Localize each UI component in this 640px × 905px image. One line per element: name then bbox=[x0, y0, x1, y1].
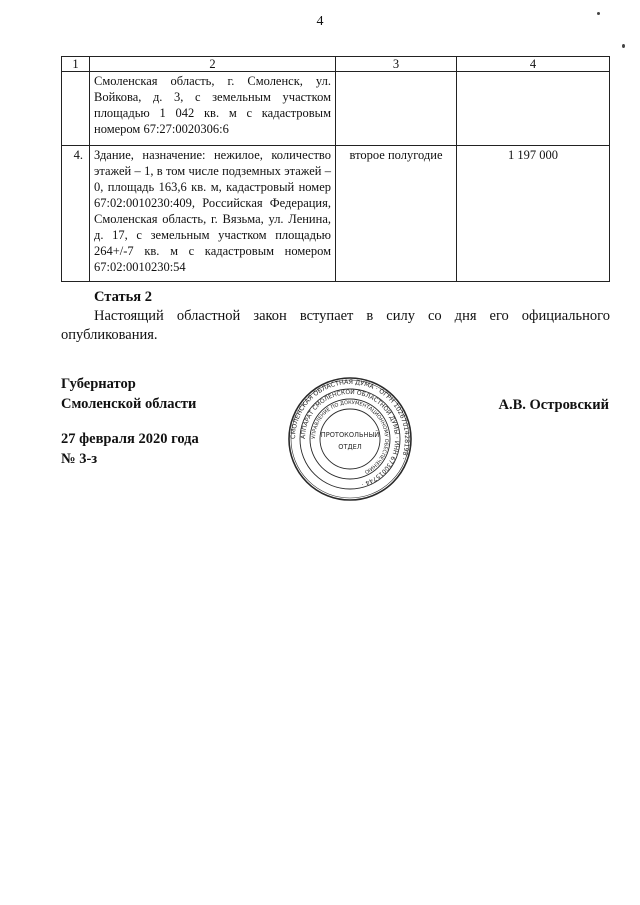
official-seal bbox=[287, 376, 413, 502]
row-description-cell: Здание, назначение: нежилое, количество этажей – 1, в том числе подземных этажей – 0, площадь 163,6 кв. м, кадастровый номер 67:02:0010230:409, Российская Федерация, Смоленская область, г. Вязьма, ул. Ленина, д. 17, с земельным участком площадью 264+/-7 кв. м с кадастровым номером 67:02:0010230:54 bbox=[90, 146, 336, 282]
table-row bbox=[62, 72, 610, 146]
table-row bbox=[62, 146, 610, 282]
row-period-cell bbox=[336, 72, 457, 146]
signatory-name: А.В. Островский bbox=[498, 397, 609, 413]
seal-center-line1: ПРОТОКОЛЬНЫЙ bbox=[320, 431, 380, 439]
page-number: 4 bbox=[316, 14, 324, 29]
row-period-cell: второе полугодие bbox=[336, 146, 457, 282]
row-description-cell: Смоленская область, г. Смоленск, ул. Войкова, д. 3, с земельным участком площадью 1 042 кв. м с кадастровым номером 67:27:0020306:6 bbox=[90, 72, 336, 146]
header-cell-1: 1 bbox=[62, 57, 90, 72]
seal-inner-text-path: УПРАВЛЕНИЕ ПО ДОКУМЕНТАЦИОННОМУ ОБЕСПЕЧЕНИЮ bbox=[310, 399, 390, 475]
seal-middle-text-path: АППАРАТ СМОЛЕНСКОЙ ОБЛАСТНОЙ ДУМЫ · ИНН 6730015744 · bbox=[299, 388, 401, 488]
article-text: Настоящий областной закон вступает в силу со дня его официального опубликования. bbox=[61, 308, 610, 343]
header-cell-3: 3 bbox=[336, 57, 457, 72]
signatory-title bbox=[61, 374, 196, 414]
law-date: 27 февраля 2020 года bbox=[61, 431, 199, 447]
seal-outer-text-path: СМОЛЕНСКАЯ ОБЛАСТНАЯ ДУМА · ОГРН 1026701428198 · bbox=[288, 377, 412, 462]
row-number-cell: 4. bbox=[62, 146, 90, 282]
article-title: Статья 2 bbox=[94, 289, 152, 305]
header-cell-4: 4 bbox=[457, 57, 610, 72]
header-cell-2: 2 bbox=[90, 57, 336, 72]
table-header-row bbox=[62, 57, 610, 72]
signatory-title-line: Губернатор bbox=[61, 376, 136, 392]
seal-center-border bbox=[320, 409, 380, 469]
scan-speck bbox=[622, 44, 625, 48]
property-table bbox=[61, 56, 610, 282]
law-number: № 3-з bbox=[61, 451, 98, 467]
row-number-cell bbox=[62, 72, 90, 146]
scan-speck bbox=[597, 12, 600, 15]
signatory-title-line: Смоленской области bbox=[61, 396, 197, 412]
law-date-block bbox=[61, 429, 199, 469]
row-amount-cell: 1 197 000 bbox=[457, 146, 610, 282]
seal-center-line2: ОТДЕЛ bbox=[338, 443, 362, 451]
row-amount-cell bbox=[457, 72, 610, 146]
seal-ring-line bbox=[310, 399, 390, 479]
